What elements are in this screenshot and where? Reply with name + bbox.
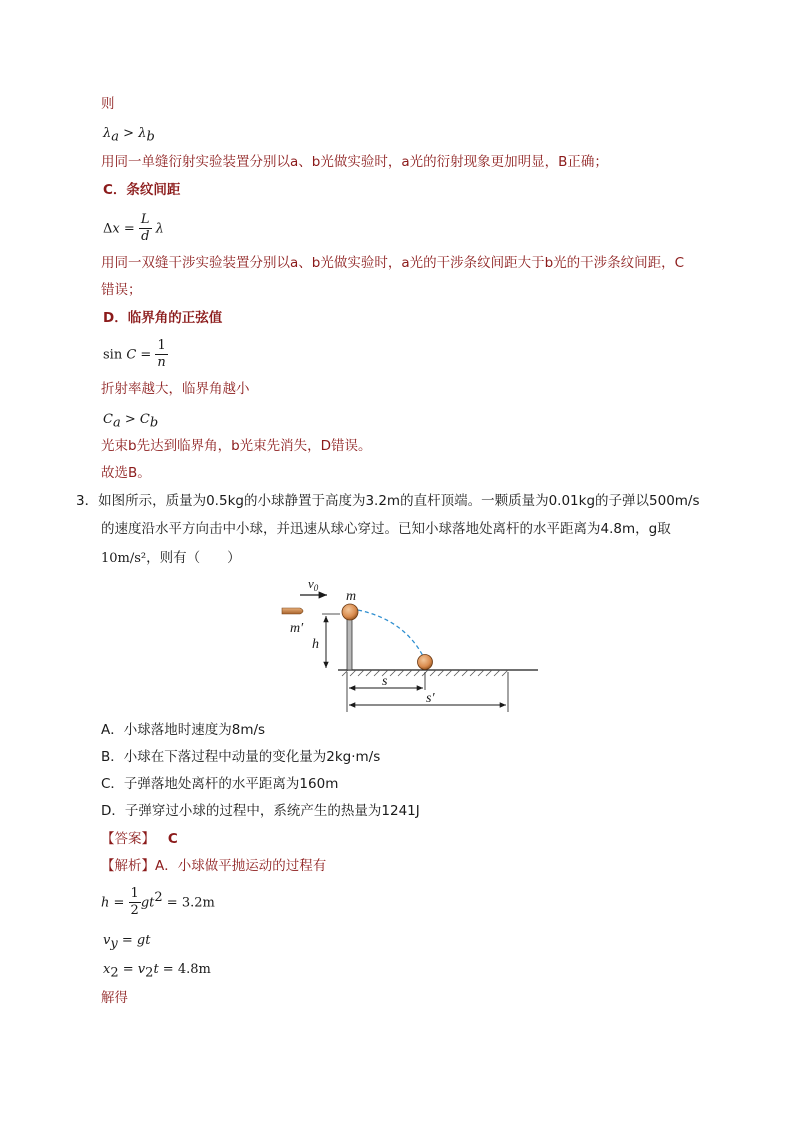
question-text-1: 如图所示，质量为0.5kg的小球静置于高度为3.2m的直杆顶端。一颗质量为0.01kg的子弹以500m/s [98,493,700,509]
option-b-explanation: 用同一单缝衍射实验装置分别以a、b光做实验时，a光的衍射现象更加明显，B正确； [101,154,608,170]
ze-text: 则 [101,96,115,112]
projectile-diagram [270,572,545,717]
analysis-line [101,857,326,875]
option-a: A．小球落地时速度为8m/s [101,722,266,738]
bullet [282,608,303,614]
answer-value: C [167,831,178,847]
rod [347,619,352,670]
g-value: 10m/s² [101,551,147,566]
option-d: D．子弹穿过小球的过程中，系统产生的热量为1241J [101,803,420,819]
eq-x2: $x_2 = v_2t = 4.8m$ [103,962,211,981]
answer-line [101,830,178,848]
critical-angle-inequality: $C_a > C_b$ [103,412,159,431]
question-3-line3 [101,549,241,568]
ball-landed [418,655,433,670]
refraction-note: 折射率越大，临界角越小 [101,381,250,397]
label-v0: $v_0$ [308,576,319,593]
option-c-explanation: 用同一双缝干涉实验装置分别以a、b光做实验时，a光的干涉条纹间距大于b光的干涉条纹间距，C [101,255,685,271]
option-c-explanation-cont: 错误； [101,282,142,298]
label-s: s [382,674,388,689]
option-b: B．小球在下落过程中动量的变化量为2kg·m/s [101,749,381,765]
trajectory-dashed [358,610,424,658]
sin-formula: sin C = $\frac{1}{n}$ [103,338,166,370]
label-h: h [312,637,319,652]
question-3-line1 [76,492,700,510]
choose-b: 故选B。 [101,465,151,481]
ball-on-rod [342,604,358,620]
option-d-explanation: 光束b先达到临界角，b光束先消失，D错误。 [101,438,372,454]
label-m: m [346,589,357,604]
option-d-label: D．临界角的正弦值 [103,310,223,326]
label-s-prime: s′ [426,691,435,706]
eq-height: h = $\frac{1}{2}$ $gt^2 = 3.2m$ [101,886,215,918]
analysis-text: A．小球做平抛运动的过程有 [155,858,327,874]
question-ask: ，则有（ ） [146,550,241,566]
h-dimension [322,614,340,668]
jiede-text: 解得 [101,990,128,1006]
analysis-tag: 【解析】 [101,858,155,874]
option-c-label: C．条纹间距 [103,182,181,198]
answer-tag: 【答案】 [101,831,155,847]
eq-vy: $v_y$ = gt [103,933,151,952]
lambda-inequality: $\lambda_a > \lambda_b$ [103,126,155,145]
option-c: C．子弹落地处离杆的水平距离为160m [101,776,339,792]
question-number: 3． [76,493,99,509]
fringe-formula: Δx = $\frac{L}{d}$ λ [103,212,164,244]
label-m-prime: m′ [290,621,304,636]
question-3-line2: 的速度沿水平方向击中小球，并迅速从球心穿过。已知小球落地处离杆的水平距离为4.8m，g取 [101,521,671,537]
